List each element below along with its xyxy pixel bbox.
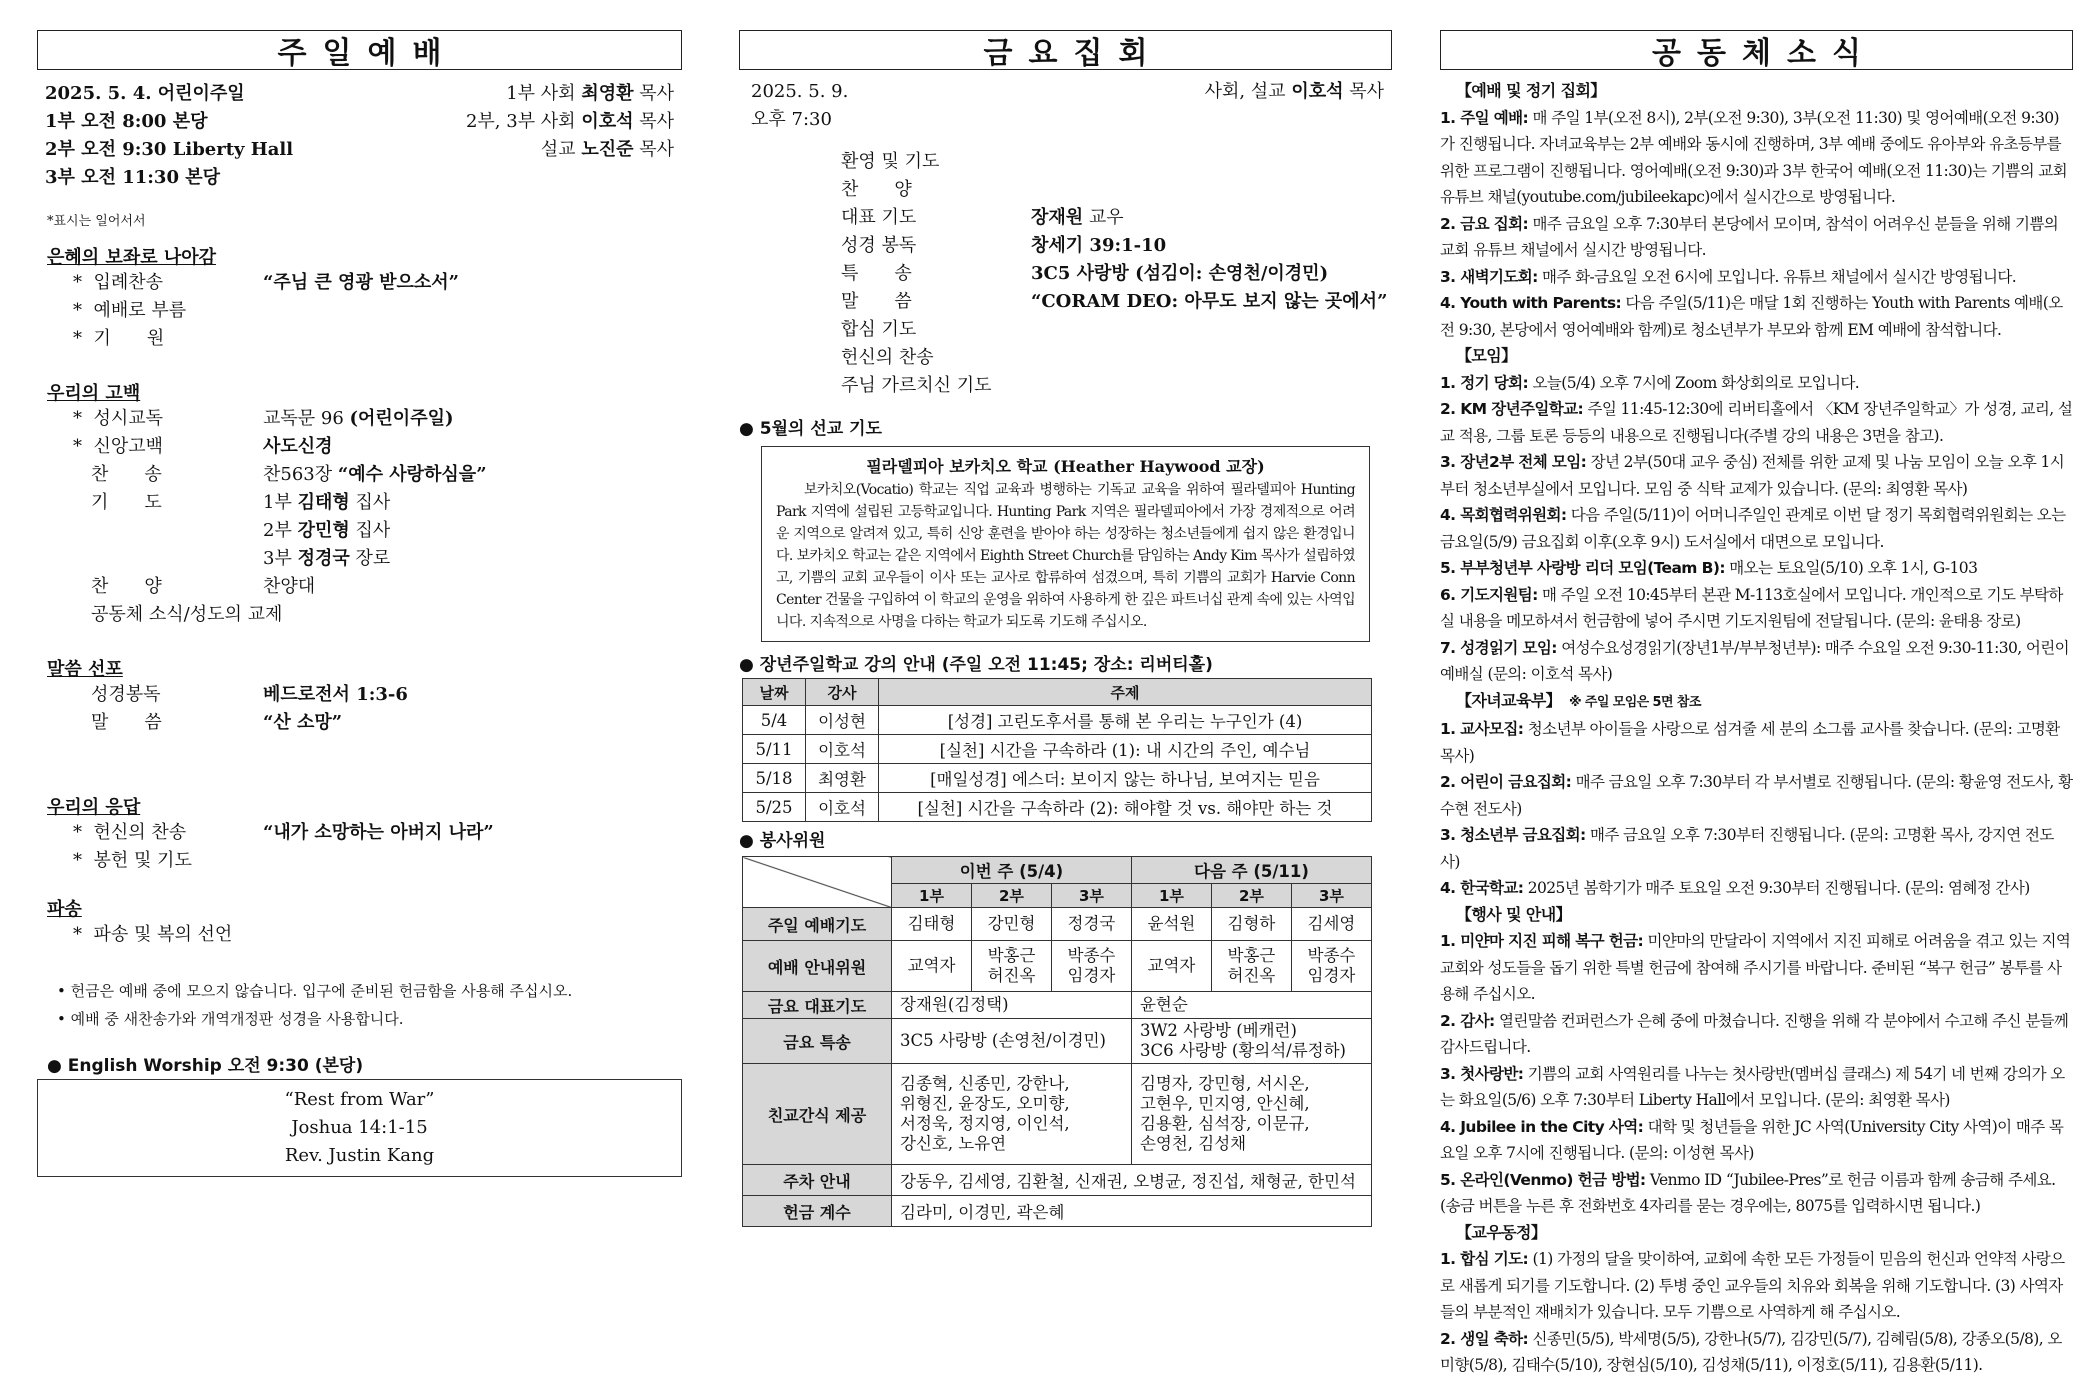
order-item [47,545,682,573]
section-title: 은혜의 보좌로 나아감 [47,247,217,268]
friday-order-item [841,344,1392,372]
worship-header: 주일예배 [37,30,682,70]
english-box [37,1079,682,1177]
order-item [47,573,682,601]
order-item [47,461,682,489]
order-value: 2부 강민형 집사 [263,520,391,541]
row-label: 헌금 계수 [743,1196,892,1227]
order-value: 3부 정경국 장로 [263,548,391,569]
friday-column [739,30,1392,1227]
order-label [47,517,263,545]
row-label: 금요 특송 [743,1019,892,1064]
news-section-title: 【교우동정】 [1456,1222,1547,1242]
news-item: 3. 청소년부 금요집회: 매주 금요일 오후 7:30부터 진행됩니다. (문의: 고명환 목사, 강지연 전도사) [1440,826,2054,871]
service-header: 3부 [1291,884,1371,908]
table-cell: 강민형 [971,908,1051,941]
order-item [47,405,682,433]
order-label: * 봉헌 및 기도 [73,850,192,871]
news-body [1440,78,2073,1379]
order-value: 3C5 사랑방 (섬김이: 손영천/이경민) [1031,263,1329,284]
order-item [47,601,682,629]
table-row [743,1165,1372,1196]
news-item: 1. 교사모집: 청소년부 아이들을 사랑으로 섬겨줄 세 분의 소그룹 교사를 찾습니다. (문의: 고명환 목사) [1440,720,2060,765]
row-label: 주차 안내 [743,1165,892,1196]
order-label: 대표 기도 [841,207,917,228]
english-sermon-title: “Rest from War” [284,1089,435,1110]
row-label: 주일 예배기도 [743,908,892,941]
english-scripture: Joshua 14:1-15 [291,1117,428,1138]
service-header: 2부 [1211,884,1291,908]
table-row [743,764,1372,793]
table-cell: 윤현순 [1131,992,1371,1019]
news-item: 2. KM 장년주일학교: 주일 11:45-12:30에 리버티홀에서 〈KM 장년주일학교〉가 성경, 교리, 설교 적용, 그룹 토론 등등의 내용으로 진행됩니다(주별 강의 내용은 3면을 참고). [1440,400,2073,445]
section-title: 우리의 응답 [47,797,141,818]
table-header: 강사 [806,679,879,706]
order-value: 찬563장 “예수 사랑하심을” [263,464,487,485]
order-label: 성경 봉독 [841,235,917,256]
table-cell: 김형하 [1211,908,1291,941]
order-label: 말 씀 [91,712,162,733]
table-row [743,706,1372,735]
table-cell: 윤석원 [1131,908,1211,941]
section-title: 말씀 선포 [47,659,123,680]
table-cell: 5/18 [743,764,806,793]
order-value: “내가 소망하는 아버지 나라” [263,822,494,843]
order-label: 성경봉독 [91,684,161,705]
news-item: 4. Jubilee in the City 사역: 대학 및 청년들을 위한 JC 사역(University City 사역)이 매주 목요일 오후 7시에 진행됩니다. (문의: 이성현 목사) [1440,1117,2064,1162]
notes-list [37,977,682,1033]
news-item: 3. 장년2부 전체 모임: 장년 2부(50대 교우 중심) 전체를 위한 교제 및 나눔 모임이 오늘 오후 1시부터 청소년부실에서 모입니다. 모임 중 식탁 교제가 있습니다. (문의: 최영환 목사) [1440,453,2065,498]
friday-info [739,78,1392,134]
order-label: 찬 양 [91,576,162,597]
section-title: 우리의 고백 [47,383,141,404]
news-item: 1. 합심 기도: (1) 가정의 달을 맞이하여, 교회에 속한 모든 가정들이 믿음의 헌신과 언약적 사랑으로 새롭게 되기를 기도합니다. (2) 투병 중인 교우들의 치유와 회복을 위해 기도합니다. (3) 사역자들의 부분적인 재배치가 있습니다. 모두 기쁨으로 사역하게 해 주십시오. [1440,1250,2065,1321]
lecture-table [742,678,1372,822]
section-word [37,655,682,737]
news-item: 1. 미얀마 지진 피해 복구 헌금: 미얀마의 만달라이 지역에서 지진 피해로 어려움을 겪고 있는 지역교회와 성도들을 돕기 위한 특별 헌금에 참여해 주시기를 바랍니다. 준비된 “복구 헌금” 봉투를 사용해 주십시오. [1440,932,2071,1003]
order-value: 장재원 교우 [1031,207,1124,228]
section-confession [37,379,682,629]
lecture-title: ● 장년주일학교 강의 안내 (주일 오전 11:45; 장소: 리버티홀) [739,655,1213,675]
table-cell: 김종혁, 신종민, 강한나, 위형진, 윤장도, 오미향, 서정욱, 정지영, 이인석, 강신호, 노유연 [892,1064,1132,1165]
news-item: 3. 첫사랑반: 기쁨의 교회 사역원리를 나누는 첫사랑반(멤버십 클래스) 제 54기 네 번째 강의가 오는 화요일(5/6) 오후 7:30부터 Liberty Hall에서 모입니다. (문의: 최영환 목사) [1440,1064,2065,1109]
friday-role: 사회, 설교 이호석 목사 [1204,81,1384,102]
order-label: * 신앙고백 [73,436,163,457]
order-value: “산 소망” [263,712,343,733]
volunteer-table [742,856,1372,1227]
diagonal-cell [743,857,892,908]
service-2: 2부 오전 9:30 Liberty Hall [45,139,294,160]
order-value: 찬양대 [263,576,316,597]
order-label: * 성시교독 [73,408,163,429]
service-header: 3부 [1051,884,1131,908]
stand-note: *표시는 일어서서 [47,214,146,229]
friday-order-item [841,148,1392,176]
news-item: 2. 생일 축하: 신종민(5/5), 박세명(5/5), 강한나(5/7), 김강민(5/7), 김혜림(5/8), 강종오(5/8), 오미향(5/8), 김태수(5/10), 장현심(5/10), 김성채(5/11), 이정호(5/11), 김용환(5/11). [1440,1329,2062,1374]
table-cell: 최영환 [806,764,879,793]
friday-order-item [841,288,1392,316]
table-row [743,793,1372,822]
friday-order-item [841,204,1392,232]
friday-date: 2025. 5. 9. [751,81,849,102]
table-cell: 김태형 [892,908,972,941]
news-section-title: 【자녀교육부】 ※ 주일 모임은 5면 참조 [1456,690,1701,710]
service-header: 1부 [1131,884,1211,908]
order-label: 말 씀 [841,291,912,312]
order-item [47,325,682,353]
table-header: 날짜 [743,679,806,706]
order-value: 베드로전서 1:3-6 [263,684,408,705]
role-1: 1부 사회 최영환 목사 [506,83,674,104]
news-item: 3. 새벽기도회: 매주 화-금요일 오전 6시에 모입니다. 유튜브 채널에서 실시간 방영됩니다. [1440,267,2017,286]
mission-box-title: 필라델피아 보카치오 학교 (Heather Haywood 교장) [866,457,1265,476]
order-item [47,847,682,875]
table-cell: 박홍근 허진옥 [971,941,1051,992]
section-approach [37,243,682,353]
table-row [743,992,1372,1019]
order-item [47,269,682,297]
week-next: 다음 주 (5/11) [1131,857,1371,884]
order-label: * 입례찬송 [73,272,163,293]
news-item: 4. 목회협력위원회: 다음 주일(5/11)이 어머니주일인 관계로 이번 달 정기 목회협력위원회는 오는 금요일(5/9) 금요집회 이후(오후 9시) 도서실에서 대면으로 모입니다. [1440,506,2066,551]
table-row [743,735,1372,764]
role-2: 2부, 3부 사회 이호석 목사 [465,111,674,132]
table-cell: 3W2 사랑방 (베캐런) 3C6 사랑방 (황의석/류정하) [1131,1019,1371,1064]
order-label: 헌신의 찬송 [841,347,934,368]
news-item: 1. 정기 당회: 오늘(5/4) 오후 7시에 Zoom 화상회의로 모입니다. [1440,373,1860,392]
table-cell: 김명자, 강민형, 서시온, 고현우, 민지영, 안신혜, 김용환, 심석장, 이문규, 손영천, 김성채 [1131,1064,1371,1165]
table-cell: 박홍근 허진옥 [1211,941,1291,992]
news-item: 2. 금요 집회: 매주 금요일 오후 7:30부터 본당에서 모이며, 참석이 어려우신 분들을 위해 기쁨의 교회 유튜브 채널에서 실시간 방영됩니다. [1440,214,2059,259]
order-item [47,489,682,517]
table-cell: 교역자 [1131,941,1211,992]
table-cell: 정경국 [1051,908,1131,941]
news-item: 2. 어린이 금요집회: 매주 금요일 오후 7:30부터 각 부서별로 진행됩니다. (문의: 황윤영 전도사, 황수현 전도사) [1440,773,2073,818]
order-label: 주님 가르치신 기도 [841,375,992,396]
worship-column [37,30,682,1177]
friday-order [841,148,1392,400]
news-section-title: 【예배 및 정기 집회】 [1456,81,1606,100]
order-label: 합심 기도 [841,319,917,340]
english-title: ● English Worship 오전 9:30 (본당) [47,1056,364,1076]
section-response [37,793,682,875]
mission-title: ● 5월의 선교 기도 [739,419,882,439]
news-column [1440,30,2073,1379]
order-item [47,297,682,325]
table-cell: 박종수 임경자 [1291,941,1371,992]
news-header: 공동체소식 [1440,30,2073,70]
news-item: 2. 감사: 열린말씀 컨퍼런스가 은혜 중에 마쳤습니다. 진행을 위해 각 분야에서 수고해 주신 분들께 감사드립니다. [1440,1011,2069,1056]
order-label: * 기 원 [73,328,165,349]
news-item: 1. 주일 예배: 매 주일 1부(오전 8시), 2부(오전 9:30), 3부(오전 11:30) 및 영어예배(오전 9:30)가 진행됩니다. 자녀교육부는 2부 예배와 동시에 진행하며, 3부 예배 중에도 유아부와 유초등부를 위한 프로그램이 진행됩니다. 영어예배(오전 9:30)과 3부 한국어 예배(오전 11:30)는 기쁨의 교회 유튜브 채널(youtube.com/jubileekapc)에서 실시간으로 방영됩니다. [1440,108,2068,206]
table-cell: 강동우, 김세영, 김환철, 신재권, 오병균, 정진섭, 채형균, 한민석 [892,1165,1372,1196]
order-label: * 헌신의 찬송 [73,822,187,843]
table-cell: 교역자 [892,941,972,992]
table-cell: 이성현 [806,706,879,735]
order-label: 찬 양 [841,179,912,200]
week-this: 이번 주 (5/4) [892,857,1132,884]
table-cell: 5/11 [743,735,806,764]
news-item: 4. Youth with Parents: 다음 주일(5/11)은 매달 1회 진행하는 Youth with Parents 예배(오전 9:30, 본당에서 영어예배와 함께)로 청소년부가 부모와 함께 EM 예배에 참석합니다. [1440,294,2063,339]
mission-box [761,446,1370,642]
order-item [47,709,682,737]
note-item: • 헌금은 예배 중에 모으지 않습니다. 입구에 준비된 헌금함을 사용해 주십시오. [57,982,573,1000]
table-cell: 3C5 사랑방 (손영천/이경민) [892,1019,1132,1064]
service-date: 2025. 5. 4. 어린이주일 [45,83,245,104]
order-item [47,681,682,709]
table-cell: 이호석 [806,735,879,764]
order-label: 특 송 [841,263,912,284]
table-cell: 장재원(김정택) [892,992,1132,1019]
order-label: * 예배로 부름 [73,300,187,321]
service-3: 3부 오전 11:30 본당 [45,167,221,188]
order-label: * 파송 및 복의 선언 [73,924,233,945]
friday-order-item [841,372,1392,400]
order-item [47,433,682,461]
row-label: 친교간식 제공 [743,1064,892,1165]
table-row [743,1196,1372,1227]
order-value: 1부 김태형 집사 [263,492,391,513]
news-item: 5. 온라인(Venmo) 헌금 방법: Venmo ID “Jubilee-Pres”로 헌금 이름과 함께 송금해 주세요. (송금 버튼을 누른 후 전화번호 4자리를 묻는 경우에는, 8075를 입력하시면 됩니다.) [1440,1170,2056,1215]
table-header-row [743,857,1372,884]
news-section-title: 【모임】 [1456,346,1517,365]
order-item [47,517,682,545]
service-1: 1부 오전 8:00 본당 [45,111,208,132]
order-value: “주님 큰 영광 받으소서” [263,272,459,293]
service-info [37,80,682,190]
friday-order-item [841,176,1392,204]
order-value: 교독문 96 (어린이주일) [263,408,454,429]
table-header-row [743,679,1372,706]
table-cell: 이호석 [806,793,879,822]
table-row [743,1019,1372,1064]
table-cell: 박종수 임경자 [1051,941,1131,992]
mission-text: 보카치오(Vocatio) 학교는 직업 교육과 병행하는 기독교 교육을 위하여 필라델피아 Hunting Park 지역에 설립된 고등학교입니다. Hunting Park 지역은 필라델피아에서 가장 경제적으로 어려운 지역으로 알려져 있고, 특히 신앙 훈련을 받아야 하는 성장하는 청소년들에게 쉽지 않은 환경입니다. 보카치오 학교는 같은 지역에서 Eighth Street Church를 담임하는 Andy Kim 목사가 설립하였고, 기쁨의 교회 교우들이 이사 또는 교사로 합류하여 섬겼으며, 특히 기쁨의 교회가 Harvie Conn Center 건물을 구입하여 이 학교의 운영을 위하여 사용하게 한 깊은 파트너십 관계 속에 있는 사역입니다. 지속적으로 사명을 다하는 학교가 되도록 기도해 주십시오. [776,482,1356,630]
friday-order-item [841,260,1392,288]
news-item: 5. 부부청년부 사랑방 리더 모임(Team B): 매오는 토요일(5/10) 오후 1시, G-103 [1440,559,1978,577]
english-preacher: Rev. Justin Kang [284,1145,435,1166]
row-label: 금요 대표기도 [743,992,892,1019]
order-value: 사도신경 [263,436,333,457]
friday-order-item [841,232,1392,260]
order-label: 기 도 [91,492,162,513]
news-section-title: 【행사 및 안내】 [1456,904,1572,924]
order-value: 창세기 39:1-10 [1031,235,1167,256]
table-row [743,1064,1372,1165]
table-row [743,941,1372,992]
table-cell: [매일성경] 에스더: 보이지 않는 하나님, 보여지는 믿음 [879,764,1372,793]
order-label: 찬 송 [91,464,162,485]
row-label: 예배 안내위원 [743,941,892,992]
table-header: 주제 [879,679,1372,706]
table-cell: 5/25 [743,793,806,822]
friday-time: 오후 7:30 [751,109,832,130]
table-cell: 김라미, 이경민, 곽은혜 [892,1196,1372,1227]
order-label: 공동체 소식/성도의 교제 [91,604,283,625]
news-item: 7. 성경읽기 모임: 여성수요성경읽기(장년1부/부부청년부): 매주 수요일 오전 9:30-11:30, 어린이예배실 (문의: 이호석 목사) [1440,638,2070,683]
order-label [47,545,263,573]
section-sending [37,895,682,949]
order-item [47,921,682,949]
order-label: 환영 및 기도 [841,151,940,172]
table-cell: 5/4 [743,706,806,735]
note-item: • 예배 중 새찬송가와 개역개정판 성경을 사용합니다. [57,1010,404,1028]
volunteer-title: ● 봉사위원 [739,831,826,851]
news-item: 6. 기도지원팀: 매 주일 오전 10:45부터 본관 M-113호실에서 모입니다. 개인적으로 기도 부탁하실 내용을 메모하셔서 헌금함에 넣어 주시면 기도지원팀에 전달됩니다. (문의: 윤태용 장로) [1440,585,2063,630]
order-value: “CORAM DEO: 아무도 보지 않는 곳에서” [1031,291,1388,312]
table-cell: [실천] 시간을 구속하라 (2): 해야할 것 vs. 해야만 하는 것 [879,793,1372,822]
friday-order-item [841,316,1392,344]
table-cell: [실천] 시간을 구속하라 (1): 내 시간의 주인, 예수님 [879,735,1372,764]
role-3: 설교 노진준 목사 [540,139,674,160]
service-header: 1부 [892,884,972,908]
order-item [47,819,682,847]
table-cell: [성경] 고린도후서를 통해 본 우리는 누구인가 (4) [879,706,1372,735]
news-item: 4. 한국학교: 2025년 봄학기가 매주 토요일 오전 9:30부터 진행됩니다. (문의: 염혜정 간사) [1440,879,2030,897]
table-row [743,908,1372,941]
table-cell: 김세영 [1291,908,1371,941]
service-header: 2부 [971,884,1051,908]
section-title: 파송 [47,899,82,920]
friday-header: 금요집회 [739,30,1392,70]
